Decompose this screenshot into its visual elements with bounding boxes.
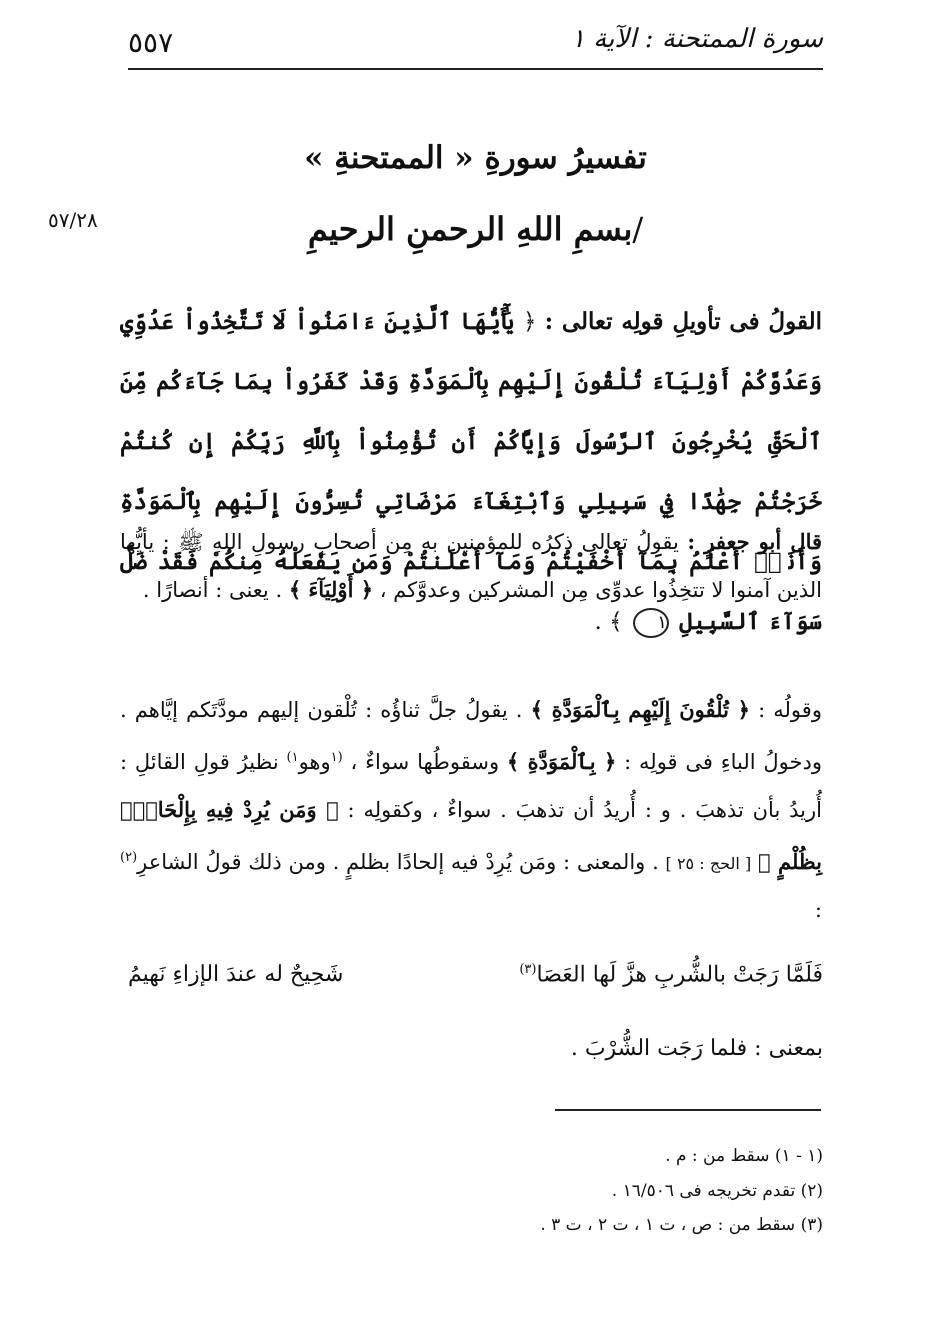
footnote: (٣) سقط من : ص ، ت ١ ، ت ٢ ، ت ٣ . — [540, 1215, 823, 1235]
paragraph-2-quote: ﴿ أَوْلِيَآءَ ﴾ — [288, 577, 374, 602]
surah-citation: [ الحج : ٢٥ ] — [665, 854, 752, 873]
footnote-ref-2: (٢) — [120, 850, 138, 865]
footnote: (١ - ١) سقط من : م . — [665, 1146, 823, 1166]
paragraph-2-text-2: . يعنى : أنصارًا . — [142, 578, 283, 602]
running-head: سورة الممتحنة : الآية ١ — [570, 24, 823, 54]
header-rule — [128, 68, 823, 70]
verse-body: يَٰٓأَيُّهَا ٱلَّذِينَ ءَامَنُواْ لَا تَتَّخِذُواْ عَدُوِّي وَعَدُوَّكُمْ أَوْلِيَآءَ تُلْقُونَ إِلَيْهِم بِٱلْمَوَدَّةِ وَقَدْ كَفَرُواْ بِمَا جَآءَكُم مِّنَ ٱلْحَقِّ يُخْرِجُونَ ٱلرَّسُولَ وَإِيَّاكُمْ أَن تُؤْمِنُواْ بِٱللَّهِ رَبِّكُمْ إِن كُنتُمْ خَرَجْتُمْ جِهَٰدًا فِي سَبِيلِي وَٱبْتِغَآءَ مَرْضَاتِي تُسِرُّونَ إِلَيْهِم بِٱلْمَوَدَّةِ وَأَنَا۠ أَعْلَمُ بِمَآ أَخْفَيْتُمْ وَمَآ أَعْلَنتُمْ وَمَن يَفْعَلْهُ مِنكُمْ فَقَدْ ضَلَّ سَوَآءَ ٱلسَّبِيلِ — [120, 308, 822, 635]
side-marker: ٥٧/٢٨ — [48, 208, 98, 232]
paragraph-commentary-1 — [120, 518, 822, 614]
poetry-hemistich-2: شَحِيحٌ له عندَ الإزاءِ نَهيمُ — [128, 962, 344, 987]
ayah-number-marker: ١ — [633, 608, 669, 638]
paragraph-3-text-5: نظيرُ قولِ القائلِ : أُريدُ بأن تذهبَ . و : أُريدُ أن تذهبَ . سواءٌ ، وكقولِه : — [120, 750, 822, 822]
paragraph-commentary-2 — [120, 686, 822, 934]
paragraph-3-text-1: وقولُه : — [758, 698, 822, 722]
poetry-note: بمعنى : فلما رَجَت الشُّرْبَ . — [570, 1036, 823, 1061]
paragraph-2-text-1: يقولُ تعالى ذكرُه للمؤمنين به مِن أصحابِ رسولِ اللهِ ﷺ : يأيُّها الذين آمنوا لا تتخِذُوا عدوِّى مِن المشركين وعدوَّكم ، — [120, 530, 822, 602]
paragraph-3-text-6: . والمعنى : ومَن يُرِدْ فيه إلحادًا بظلمٍ . ومن ذلك قولُ الشاعرِ — [137, 850, 659, 874]
footnote: (٢) تقدم تخريجه فى ١٦/٥٠٦ . — [611, 1181, 823, 1201]
footnote-ref-1-close: ١) — [286, 750, 299, 765]
paragraph-3-text-3: وسقوطُها سواءٌ ، — [350, 750, 500, 774]
paragraph-1-lead: القولُ فى تأويلِ قولِه تعالى : — [544, 308, 822, 335]
footnote-ref-1-open: (١ — [330, 750, 343, 765]
footnote-rule — [555, 1109, 821, 1111]
hemistich-1-text: فَلَمَّا رَجَتْ بالشُّربِ هزَّ لَها العَصَا — [536, 962, 823, 988]
surah-title: تفسيرُ سورةِ « الممتحنةِ » — [304, 140, 647, 176]
verse-open-bracket: ﴿ — [523, 309, 537, 335]
poetry-hemistich-1 — [519, 962, 823, 987]
verse-close-bracket: ﴾ . — [594, 609, 623, 635]
paragraph-3-quote-3: ﴿ وَمَن يُرِدْ فِيهِ بِإِلْحَادٍۭ بِظُلْمٍ ﴾ — [120, 797, 822, 874]
paragraph-3-text-2: . يقولُ جلَّ ثناؤُه : تُلْقون إليهم مودَّتَكم إيَّاهم . ودخولُ الباءِ فى قولِه : — [120, 698, 822, 774]
paragraph-3-quote-2: ﴿ بِٱلْمَوَدَّةِ ﴾ — [506, 749, 617, 774]
paragraph-3-text-7: : — [814, 898, 822, 922]
footnote-ref-3: (٣) — [519, 962, 537, 977]
page-number: ٥٥٧ — [128, 26, 174, 59]
paragraph-3-quote-1: ﴿ تُلْقُونَ إِلَيْهِم بِٱلْمَوَدَّةِ ﴾ — [530, 697, 750, 722]
basmala-text: بسمِ اللهِ الرحمنِ الرحيمِ — [307, 210, 633, 248]
basmala-slash: / — [632, 210, 644, 248]
paragraph-3-text-4: وهو — [298, 750, 331, 774]
paragraph-2-lead: قال أبو جعفرٍ : — [687, 529, 823, 554]
basmala — [128, 210, 823, 248]
